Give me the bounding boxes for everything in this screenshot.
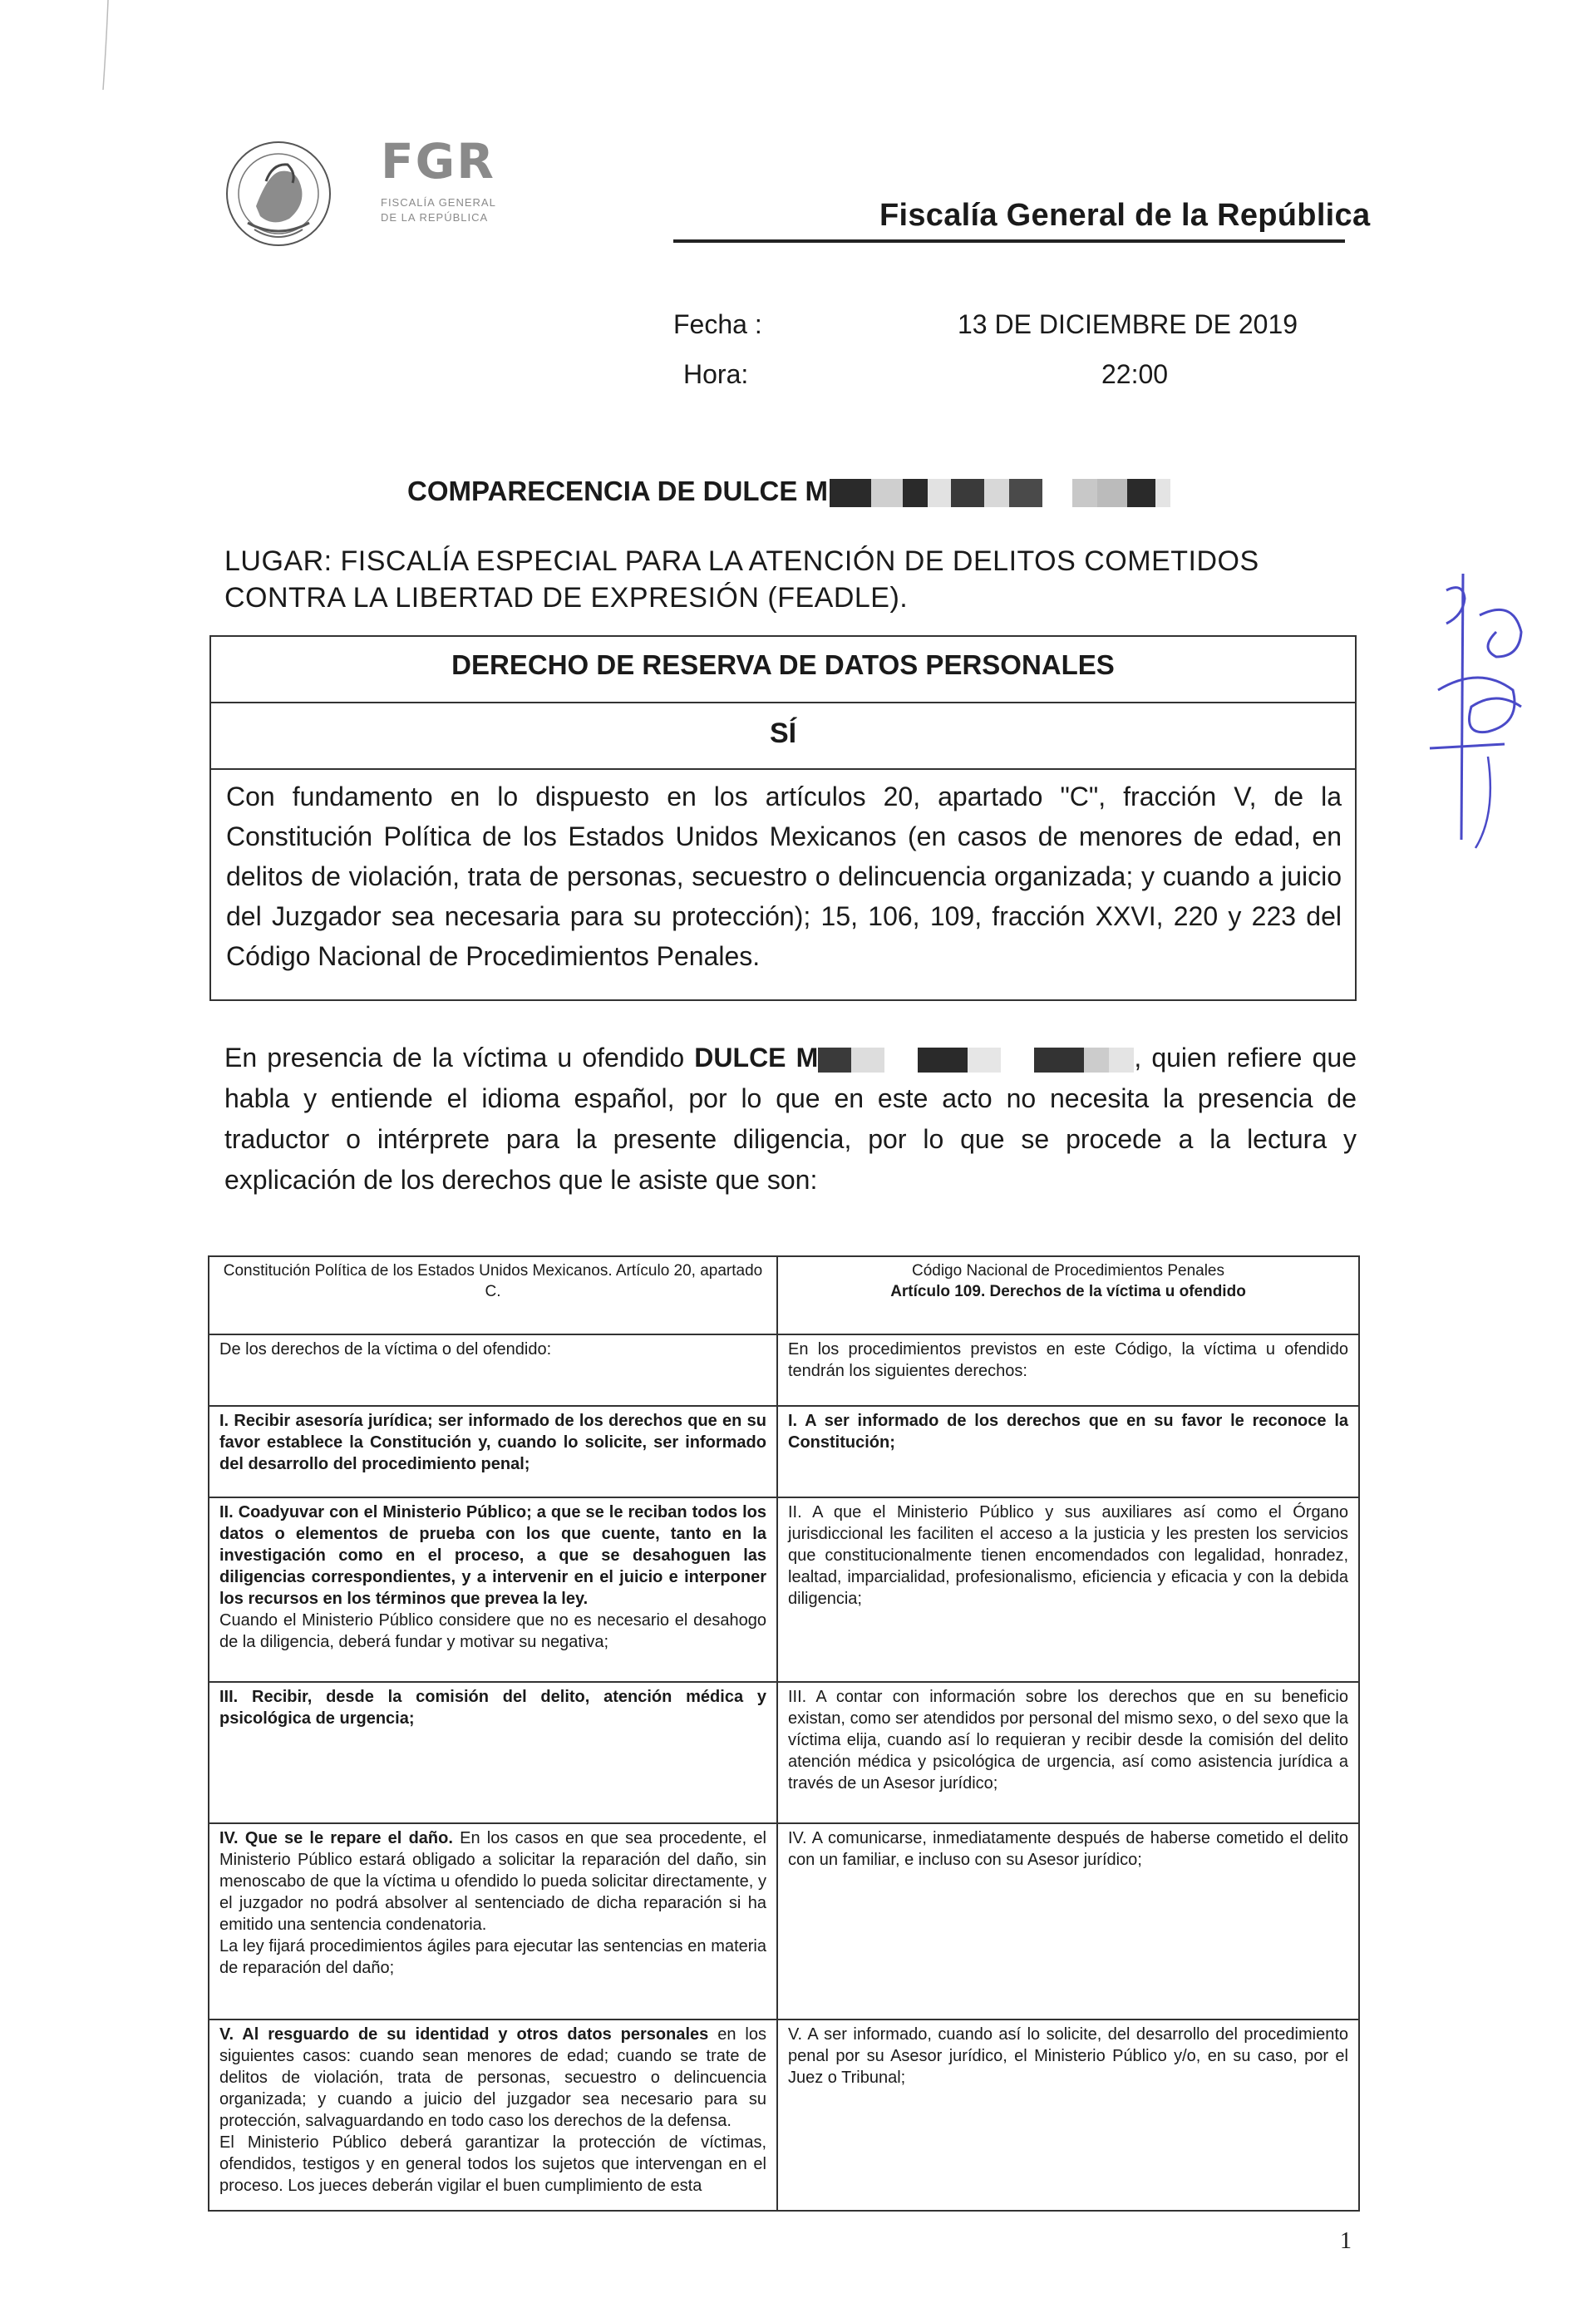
redaction-block (918, 1048, 968, 1073)
redaction-block (928, 479, 951, 507)
cnpp-cell (777, 1823, 1359, 2020)
fgr-logo-text: FGR (381, 133, 495, 190)
handwritten-signature (1413, 565, 1546, 865)
redaction-block (818, 1048, 851, 1073)
page-number: 1 (1340, 2228, 1352, 2254)
presencia-prefix: En presencia de la víctima u ofendido (224, 1043, 695, 1073)
redaction-block (871, 479, 903, 507)
presencia-suffix: , quien refiere que habla y entiende el idioma español, por lo que en este acto no necesita la presencia de traductor o intérprete para la presente diligencia, por lo que se procede a la lectura y explicación de los derechos que le asiste que son: (224, 1043, 1357, 1195)
fecha-label: Fecha : (673, 309, 762, 339)
table-row (209, 1334, 1359, 1406)
constitution-cell (209, 2020, 777, 2211)
redaction-block (903, 479, 928, 507)
reserva-answer: SÍ (211, 702, 1355, 770)
cell-text: En los casos en que sea procedente, el Ministerio Público estará obligado a solicitar la reparación del daño, sin menoscabo de que la víctima u ofendido lo pueda solicitar directamente, y el juzgador no podrá absolver al sentenciado de dicha reparación si ha emitido una sentencia condenatoria. La ley fijará procedimientos ágiles para ejecutar las sentencias en materia de reparación del daño; (219, 1829, 766, 1977)
hora-label: Hora: (683, 359, 749, 389)
cnpp-cell (777, 1682, 1359, 1823)
cnpp-cell (777, 1406, 1359, 1497)
cell-text: II. A que el Ministerio Público y sus auxiliares así como el Órgano jurisdiccional les faciliten el acceso a la justicia y les presten los servicios que constitucionalmente tienen encomendados con legalidad, honradez, lealtad, imparcialidad, profesionalismo, eficiencia y eficacia y con la debida diligencia; (788, 1503, 1348, 1608)
cnpp-header (777, 1256, 1359, 1334)
cell-text: Cuando el Ministerio Público considere que no es necesario el desahogo de la diligencia, deberá fundar y motivar su negativa; (219, 1611, 766, 1651)
table-row (209, 1497, 1359, 1682)
rights-table-header (209, 1256, 1359, 1334)
comparecencia-text: COMPARECENCIA DE DULCE M (407, 476, 829, 506)
cell-bold-text: III. Recibir, desde la comisión del delito, atención médica y psicológica de urgencia; (219, 1688, 766, 1728)
cell-text: De los derechos de la víctima o del ofendido: (219, 1340, 552, 1359)
table-row (209, 1823, 1359, 2020)
constitution-cell (209, 1682, 777, 1823)
cell-text: III. A contar con información sobre los derechos que en su beneficio existan, como ser atendidos por personal del mismo sexo, o del sexo que la víctima elija, cuando así lo requieran y recibir desde la comisión del delito atención médica y psicológica de urgencia, así como asistencia jurídica a través de un Asesor jurídico; (788, 1688, 1348, 1793)
redaction-block (1084, 1048, 1109, 1073)
fgr-logo (381, 133, 547, 241)
reserva-title: DERECHO DE RESERVA DE DATOS PERSONALES (211, 637, 1355, 703)
redaction-block (1072, 479, 1097, 507)
table-row (209, 1682, 1359, 1823)
cnpp-header-article: Artículo 109. Derechos de la víctima u ofendido (890, 1283, 1246, 1300)
cnpp-cell (777, 2020, 1359, 2211)
cell-text: En los procedimientos previstos en este Código, la víctima u ofendido tendrán los siguientes derechos: (788, 1340, 1348, 1380)
lugar-text: LUGAR: FISCALÍA ESPECIAL PARA LA ATENCIÓN DE DELITOS COMETIDOS CONTRA LA LIBERTAD DE EXPRESIÓN (FEADLE). (224, 545, 1259, 614)
constitution-cell (209, 1334, 777, 1406)
cnpp-header-title: Código Nacional de Procedimientos Penales (911, 1262, 1224, 1280)
reserva-datos-box (209, 635, 1357, 1001)
redaction-block (1109, 1048, 1134, 1073)
cnpp-cell (777, 1497, 1359, 1682)
redaction-block (851, 1048, 884, 1073)
cell-bold-text: V. Al resguardo de su identidad y otros datos personales (219, 2025, 709, 2044)
redaction-block (1097, 479, 1127, 507)
table-row (209, 1406, 1359, 1497)
fecha-value: 13 DE DICIEMBRE DE 2019 (958, 309, 1298, 339)
victim-name: DULCE M (694, 1043, 819, 1073)
cell-text: en los siguientes casos: cuando sean menores de edad; cuando se trate de delitos de violación, trata de personas, secuestro o delincuencia organizada; y cuando a juicio del juzgador sea necesario para su protección, salvaguardando en todo caso los derechos de la defensa. El Ministerio Público deberá garantizar la protección de víctimas, ofendidos, testigos y en general todos los sujetos que intervengan en el proceso. Los jueces deberán vigilar el buen cumplimiento de esta (219, 2025, 766, 2195)
constitution-cell (209, 1823, 777, 2020)
corner-pen-mark (100, 0, 116, 91)
redaction-block (1042, 479, 1072, 507)
redaction-block (951, 479, 984, 507)
cell-bold-text: I. A ser informado de los derechos que en su favor le reconoce la Constitución; (788, 1412, 1348, 1452)
constitution-cell (209, 1497, 777, 1682)
redaction-block (1009, 479, 1042, 507)
cell-bold-text: IV. Que se le repare el daño. (219, 1829, 453, 1847)
fgr-logo-subtitle-1: FISCALÍA GENERAL (381, 196, 496, 209)
cell-text: V. A ser informado, cuando así lo solicite, del desarrollo del procedimiento penal por su Asesor jurídico, el Ministerio Público y/o, en su caso, por el Juez o Tribunal; (788, 2025, 1348, 2087)
header-rule (673, 239, 1345, 243)
constitution-header: Constitución Política de los Estados Unidos Mexicanos. Artículo 20, apartado C. (209, 1256, 777, 1334)
redaction-block (968, 1048, 1001, 1073)
cell-bold-text: II. Coadyuvar con el Ministerio Público; a que se le reciban todos los datos o elementos de prueba con los que cuente, tanto en la investigación como en el proceso, a que se desahoguen las diligencias correspondientes, y a intervenir en el juicio e interponer los recursos en los términos que prevea la ley. (219, 1503, 766, 1608)
presencia-paragraph (224, 1038, 1357, 1201)
redaction-block (830, 479, 871, 507)
rights-table (208, 1255, 1360, 2212)
redaction-block (884, 1048, 918, 1073)
redaction-block (1127, 479, 1155, 507)
cnpp-cell (777, 1334, 1359, 1406)
table-row (209, 2020, 1359, 2211)
hora-value: 22:00 (1101, 359, 1169, 389)
mexican-seal-icon (223, 123, 334, 264)
constitution-cell (209, 1406, 777, 1497)
redaction-block (1155, 479, 1170, 507)
redaction-block (984, 479, 1009, 507)
institution-title: Fiscalía General de la República (879, 198, 1371, 233)
cell-bold-text: I. Recibir asesoría jurídica; ser informado de los derechos que en su favor establece la Constitución y, cuando lo solicite, ser informado del desarrollo del procedimiento penal; (219, 1412, 766, 1473)
redaction-block (1034, 1048, 1084, 1073)
cell-text: IV. A comunicarse, inmediatamente después de haberse cometido el delito con un familiar, e incluso con su Asesor jurídico; (788, 1829, 1348, 1869)
reserva-fundamento: Con fundamento en lo dispuesto en los artículos 20, apartado "C", fracción V, de la Constitución Política de los Estados Unidos Mexicanos (en casos de menores de edad, en delitos de violación, trata de personas, secuestro o delincuencia organizada; y cuando a juicio del Juzgador sea necesaria para su protección); 15, 106, 109, fracción XXVI, 220 y 223 del Código Nacional de Procedimientos Penales. (226, 782, 1342, 971)
fgr-logo-subtitle-2: DE LA REPÚBLICA (381, 211, 489, 224)
comparecencia-heading (407, 476, 1170, 507)
redaction-block (1001, 1048, 1034, 1073)
